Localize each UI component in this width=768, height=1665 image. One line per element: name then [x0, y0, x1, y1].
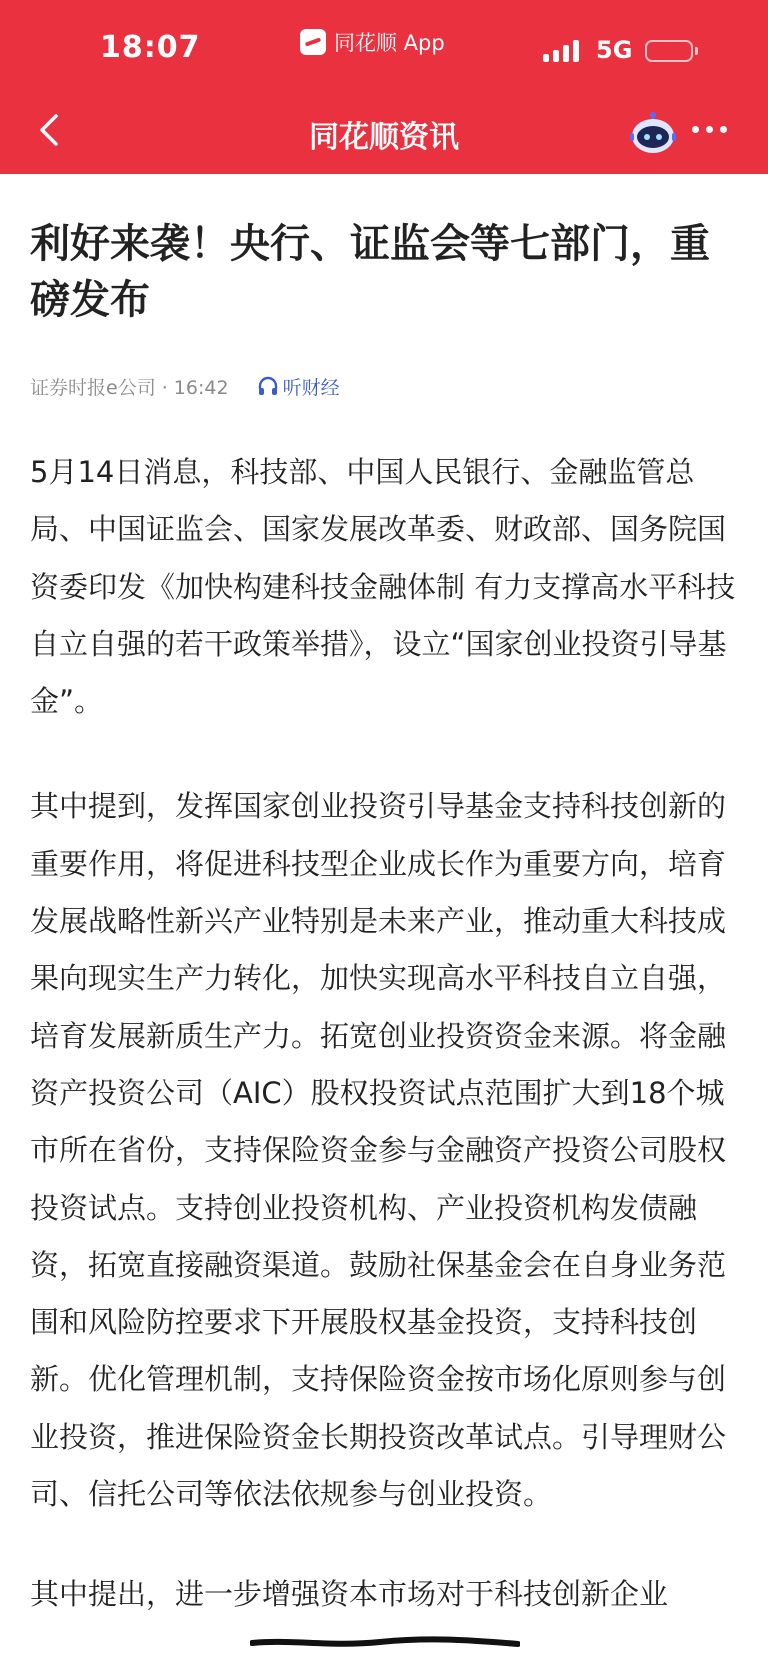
status-bar — [0, 0, 768, 90]
app-name: 同花顺 App — [334, 31, 445, 55]
scribble-mark — [250, 1636, 520, 1650]
listen-button[interactable] — [257, 373, 340, 400]
article-meta — [30, 368, 740, 404]
app-logo-icon — [300, 29, 326, 55]
signal-icon — [543, 40, 579, 62]
battery-icon — [645, 40, 693, 62]
more-icon[interactable] — [692, 126, 727, 133]
robot-assistant-icon[interactable] — [630, 110, 676, 156]
app-header — [0, 0, 768, 174]
paragraph-2: 其中提到，发挥国家创业投资引导基金支持科技创新的重要作用，将促进科技型企业成长作为重要方向，培育发展战略性新兴产业特别是未来产业，推动重大科技成果向现实生产力转化，加快实现高水平科技自立自强，培育发展新质生产力。拓宽创业投资资金来源。将金融资产投资公司（AIC）股权投资试点范围扩大到18个城市所在省份，支持保险资金参与金融资产投资公司股权投资试点。支持创业投资机构、产业投资机构发债融资，拓宽直接融资渠道。鼓励社保基金会在自身业务范围和风险防控要求下开展股权基金投资，支持科技创新。优化管理机制，支持保险资金按市场化原则参与创业投资，推进保险资金长期投资改革试点。引导理财公司、信托公司等依法依规参与创业投资。 — [30, 789, 727, 1512]
nav-title: 同花顺资讯 — [309, 120, 459, 155]
listen-label: 听财经 — [282, 376, 340, 399]
paragraph-3: 其中提出，进一步增强资本市场对于科技创新企业 — [30, 1577, 669, 1612]
source-time: 证券时报e公司 · 16:42 — [30, 376, 229, 399]
article-title: 利好来袭！央行、证监会等七部门，重磅发布 — [30, 221, 710, 323]
return-to-app-pill[interactable] — [300, 24, 445, 60]
article-body — [30, 174, 740, 1624]
network-type: 5G — [596, 36, 633, 64]
status-time: 18:07 — [100, 30, 201, 65]
nav-bar — [0, 90, 768, 174]
paragraph-1: 5月14日消息，科技部、中国人民银行、金融监管总局、中国证监会、国家发展改革委、财政部、国务院国资委印发《加快构建科技金融体制 有力支撑高水平科技自立自强的若干政策举措》，设立“国家创业投资引导基金”。 — [30, 455, 736, 719]
headphones-icon — [257, 375, 279, 397]
